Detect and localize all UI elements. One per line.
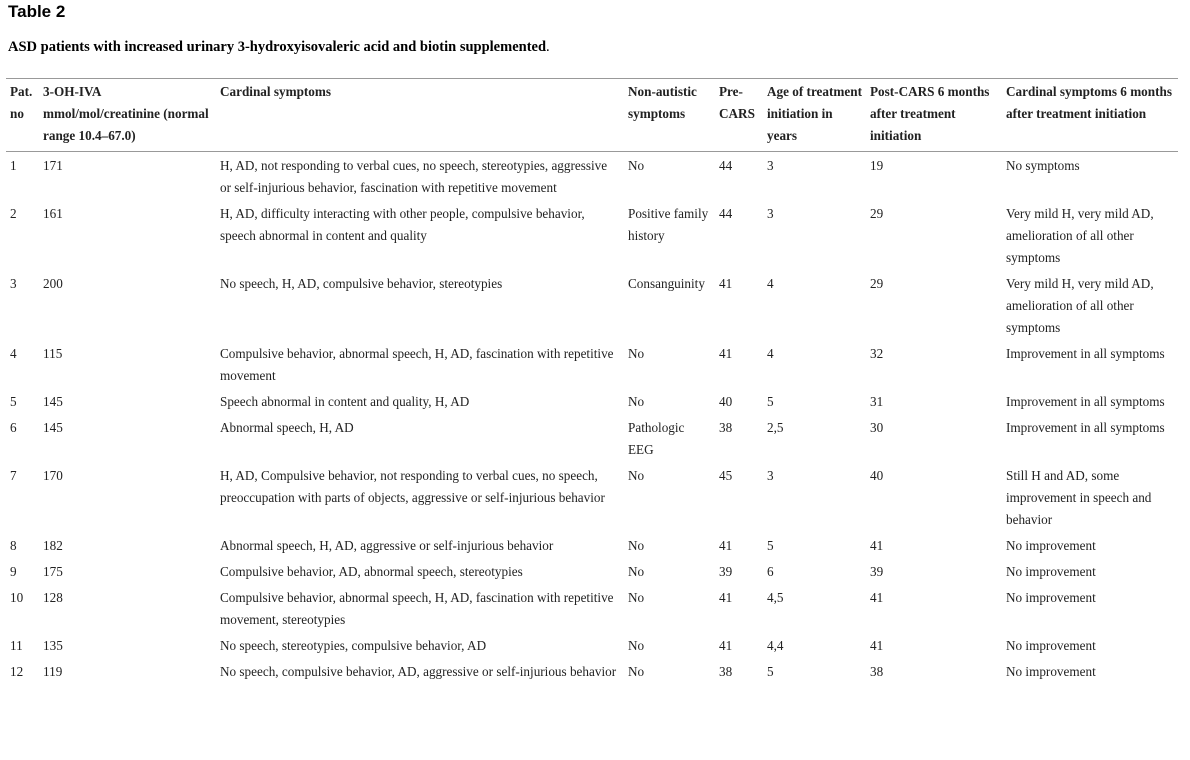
cell-pat-no: 11 <box>10 638 23 653</box>
table-row <box>6 414 1178 462</box>
cell-3-oh-iva: 119 <box>43 664 63 679</box>
table-caption <box>8 39 550 56</box>
cell-non-autistic: No <box>628 664 645 679</box>
cell-cardinal-after: Improvement in all symptoms <box>1006 346 1165 361</box>
cell-3-oh-iva: 200 <box>43 276 63 291</box>
cell-non-autistic: No <box>628 394 645 409</box>
cell-pat-no: 2 <box>10 206 17 221</box>
table-row <box>6 270 1178 340</box>
cell-cardinal-symptoms: H, AD, difficulty interacting with other people, compulsive behavior, speech abnormal in content and quality <box>220 206 585 243</box>
cell-post-cars: 30 <box>870 420 884 435</box>
cell-pat-no: 7 <box>10 468 17 483</box>
cell-age-treatment: 5 <box>767 664 774 679</box>
caption-period: . <box>546 39 550 55</box>
cell-cardinal-symptoms: No speech, H, AD, compulsive behavior, stereotypies <box>220 276 503 291</box>
cell-non-autistic: No <box>628 346 645 361</box>
cell-cardinal-symptoms: Compulsive behavior, abnormal speech, H, AD, fascination with repetitive movement, stereotypies <box>220 590 614 627</box>
table-row <box>6 632 1178 658</box>
cell-pre-cars: 44 <box>719 206 733 221</box>
cell-3-oh-iva: 182 <box>43 538 63 553</box>
cell-cardinal-after: No symptoms <box>1006 158 1080 173</box>
cell-non-autistic: Pathologic EEG <box>628 420 685 457</box>
cell-cardinal-symptoms: Compulsive behavior, abnormal speech, H, AD, fascination with repetitive movement <box>220 346 614 383</box>
cell-pre-cars: 40 <box>719 394 733 409</box>
cell-cardinal-symptoms: H, AD, not responding to verbal cues, no speech, stereotypies, aggressive or self-injurious behavior, fascination with repetitive movement <box>220 158 608 195</box>
table-body <box>6 152 1178 685</box>
cell-pre-cars: 41 <box>719 590 733 605</box>
cell-cardinal-symptoms: Compulsive behavior, AD, abnormal speech, stereotypies <box>220 564 523 579</box>
cell-3-oh-iva: 145 <box>43 394 63 409</box>
cell-age-treatment: 5 <box>767 538 774 553</box>
table-row <box>6 532 1178 558</box>
cell-pat-no: 3 <box>10 276 17 291</box>
cell-pre-cars: 41 <box>719 638 733 653</box>
cell-cardinal-after: No improvement <box>1006 538 1096 553</box>
cell-cardinal-after: Improvement in all symptoms <box>1006 420 1165 435</box>
cell-3-oh-iva: 135 <box>43 638 63 653</box>
cell-cardinal-symptoms: Abnormal speech, H, AD, aggressive or self-injurious behavior <box>220 538 554 553</box>
cell-cardinal-symptoms: Speech abnormal in content and quality, H, AD <box>220 394 470 409</box>
cell-pre-cars: 39 <box>719 564 733 579</box>
cell-pat-no: 4 <box>10 346 17 361</box>
cell-3-oh-iva: 115 <box>43 346 63 361</box>
cell-pat-no: 6 <box>10 420 17 435</box>
cell-cardinal-symptoms: H, AD, Compulsive behavior, not responding to verbal cues, no speech, preoccupation with parts of objects, aggressive or self-injurious behavior <box>220 468 605 505</box>
caption-text: ASD patients with increased urinary 3-hydroxyisovaleric acid and biotin supplemented <box>8 39 547 55</box>
table-row <box>6 462 1178 532</box>
cell-cardinal-after: No improvement <box>1006 664 1096 679</box>
cell-age-treatment: 4 <box>767 276 774 291</box>
cell-3-oh-iva: 145 <box>43 420 63 435</box>
cell-post-cars: 39 <box>870 564 884 579</box>
cell-post-cars: 31 <box>870 394 884 409</box>
table-row <box>6 388 1178 414</box>
header-age-treatment: Age of treatment initiation in years <box>763 79 866 152</box>
table-row <box>6 200 1178 270</box>
cell-age-treatment: 6 <box>767 564 774 579</box>
cell-3-oh-iva: 175 <box>43 564 63 579</box>
cell-non-autistic: No <box>628 538 645 553</box>
cell-cardinal-after: Very mild H, very mild AD, amelioration of all other symptoms <box>1006 206 1154 265</box>
cell-post-cars: 41 <box>870 590 884 605</box>
header-cardinal-symptoms: Cardinal symptoms <box>216 79 624 152</box>
cell-pat-no: 5 <box>10 394 17 409</box>
cell-pat-no: 8 <box>10 538 17 553</box>
table-row <box>6 584 1178 632</box>
header-post-cars: Post-CARS 6 months after treatment initiation <box>866 79 1002 152</box>
table-row <box>6 558 1178 584</box>
cell-pre-cars: 41 <box>719 346 733 361</box>
cell-pre-cars: 38 <box>719 664 733 679</box>
cell-post-cars: 38 <box>870 664 884 679</box>
table-row <box>6 658 1178 684</box>
cell-non-autistic: No <box>628 158 645 173</box>
cell-age-treatment: 4 <box>767 346 774 361</box>
cell-pre-cars: 38 <box>719 420 733 435</box>
cell-post-cars: 29 <box>870 276 884 291</box>
header-pat-no: Pat. no <box>6 79 39 152</box>
cell-pat-no: 1 <box>10 158 17 173</box>
table-row <box>6 340 1178 388</box>
cell-cardinal-after: Very mild H, very mild AD, amelioration of all other symptoms <box>1006 276 1154 335</box>
cell-age-treatment: 3 <box>767 206 774 221</box>
data-table <box>6 78 1178 684</box>
cell-cardinal-after: No improvement <box>1006 590 1096 605</box>
cell-age-treatment: 2,5 <box>767 420 784 435</box>
cell-post-cars: 19 <box>870 158 884 173</box>
header-3-oh-iva: 3-OH-IVA mmol/mol/creatinine (normal range 10.4–67.0) <box>39 79 216 152</box>
cell-post-cars: 32 <box>870 346 884 361</box>
cell-pat-no: 12 <box>10 664 24 679</box>
cell-cardinal-after: No improvement <box>1006 638 1096 653</box>
cell-non-autistic: No <box>628 468 645 483</box>
cell-cardinal-after: Improvement in all symptoms <box>1006 394 1165 409</box>
cell-pre-cars: 41 <box>719 538 733 553</box>
cell-age-treatment: 3 <box>767 468 774 483</box>
cell-3-oh-iva: 171 <box>43 158 63 173</box>
header-cardinal-symptoms-after: Cardinal symptoms 6 months after treatment initiation <box>1002 79 1178 152</box>
cell-cardinal-symptoms: No speech, stereotypies, compulsive behavior, AD <box>220 638 487 653</box>
cell-cardinal-after: No improvement <box>1006 564 1096 579</box>
header-non-autistic-symptoms: Non-autistic symptoms <box>624 79 715 152</box>
cell-pat-no: 9 <box>10 564 17 579</box>
cell-pre-cars: 45 <box>719 468 733 483</box>
cell-non-autistic: No <box>628 638 645 653</box>
cell-pre-cars: 44 <box>719 158 733 173</box>
cell-post-cars: 41 <box>870 538 884 553</box>
cell-3-oh-iva: 161 <box>43 206 63 221</box>
cell-3-oh-iva: 128 <box>43 590 63 605</box>
table-title: Table 2 <box>8 2 66 21</box>
cell-non-autistic: No <box>628 590 645 605</box>
header-row <box>6 79 1178 152</box>
cell-cardinal-symptoms: No speech, compulsive behavior, AD, aggressive or self-injurious behavior <box>220 664 617 679</box>
cell-age-treatment: 4,5 <box>767 590 784 605</box>
cell-post-cars: 29 <box>870 206 884 221</box>
cell-age-treatment: 5 <box>767 394 774 409</box>
cell-post-cars: 41 <box>870 638 884 653</box>
cell-cardinal-symptoms: Abnormal speech, H, AD <box>220 420 354 435</box>
cell-3-oh-iva: 170 <box>43 468 63 483</box>
table-row <box>6 152 1178 201</box>
cell-age-treatment: 3 <box>767 158 774 173</box>
cell-pat-no: 10 <box>10 590 24 605</box>
cell-cardinal-after: Still H and AD, some improvement in speech and behavior <box>1006 468 1152 527</box>
cell-non-autistic: No <box>628 564 645 579</box>
cell-pre-cars: 41 <box>719 276 733 291</box>
cell-non-autistic: Consanguinity <box>628 276 705 291</box>
header-pre-cars: Pre-CARS <box>715 79 763 152</box>
cell-post-cars: 40 <box>870 468 884 483</box>
cell-non-autistic: Positive family history <box>628 206 709 243</box>
cell-age-treatment: 4,4 <box>767 638 784 653</box>
